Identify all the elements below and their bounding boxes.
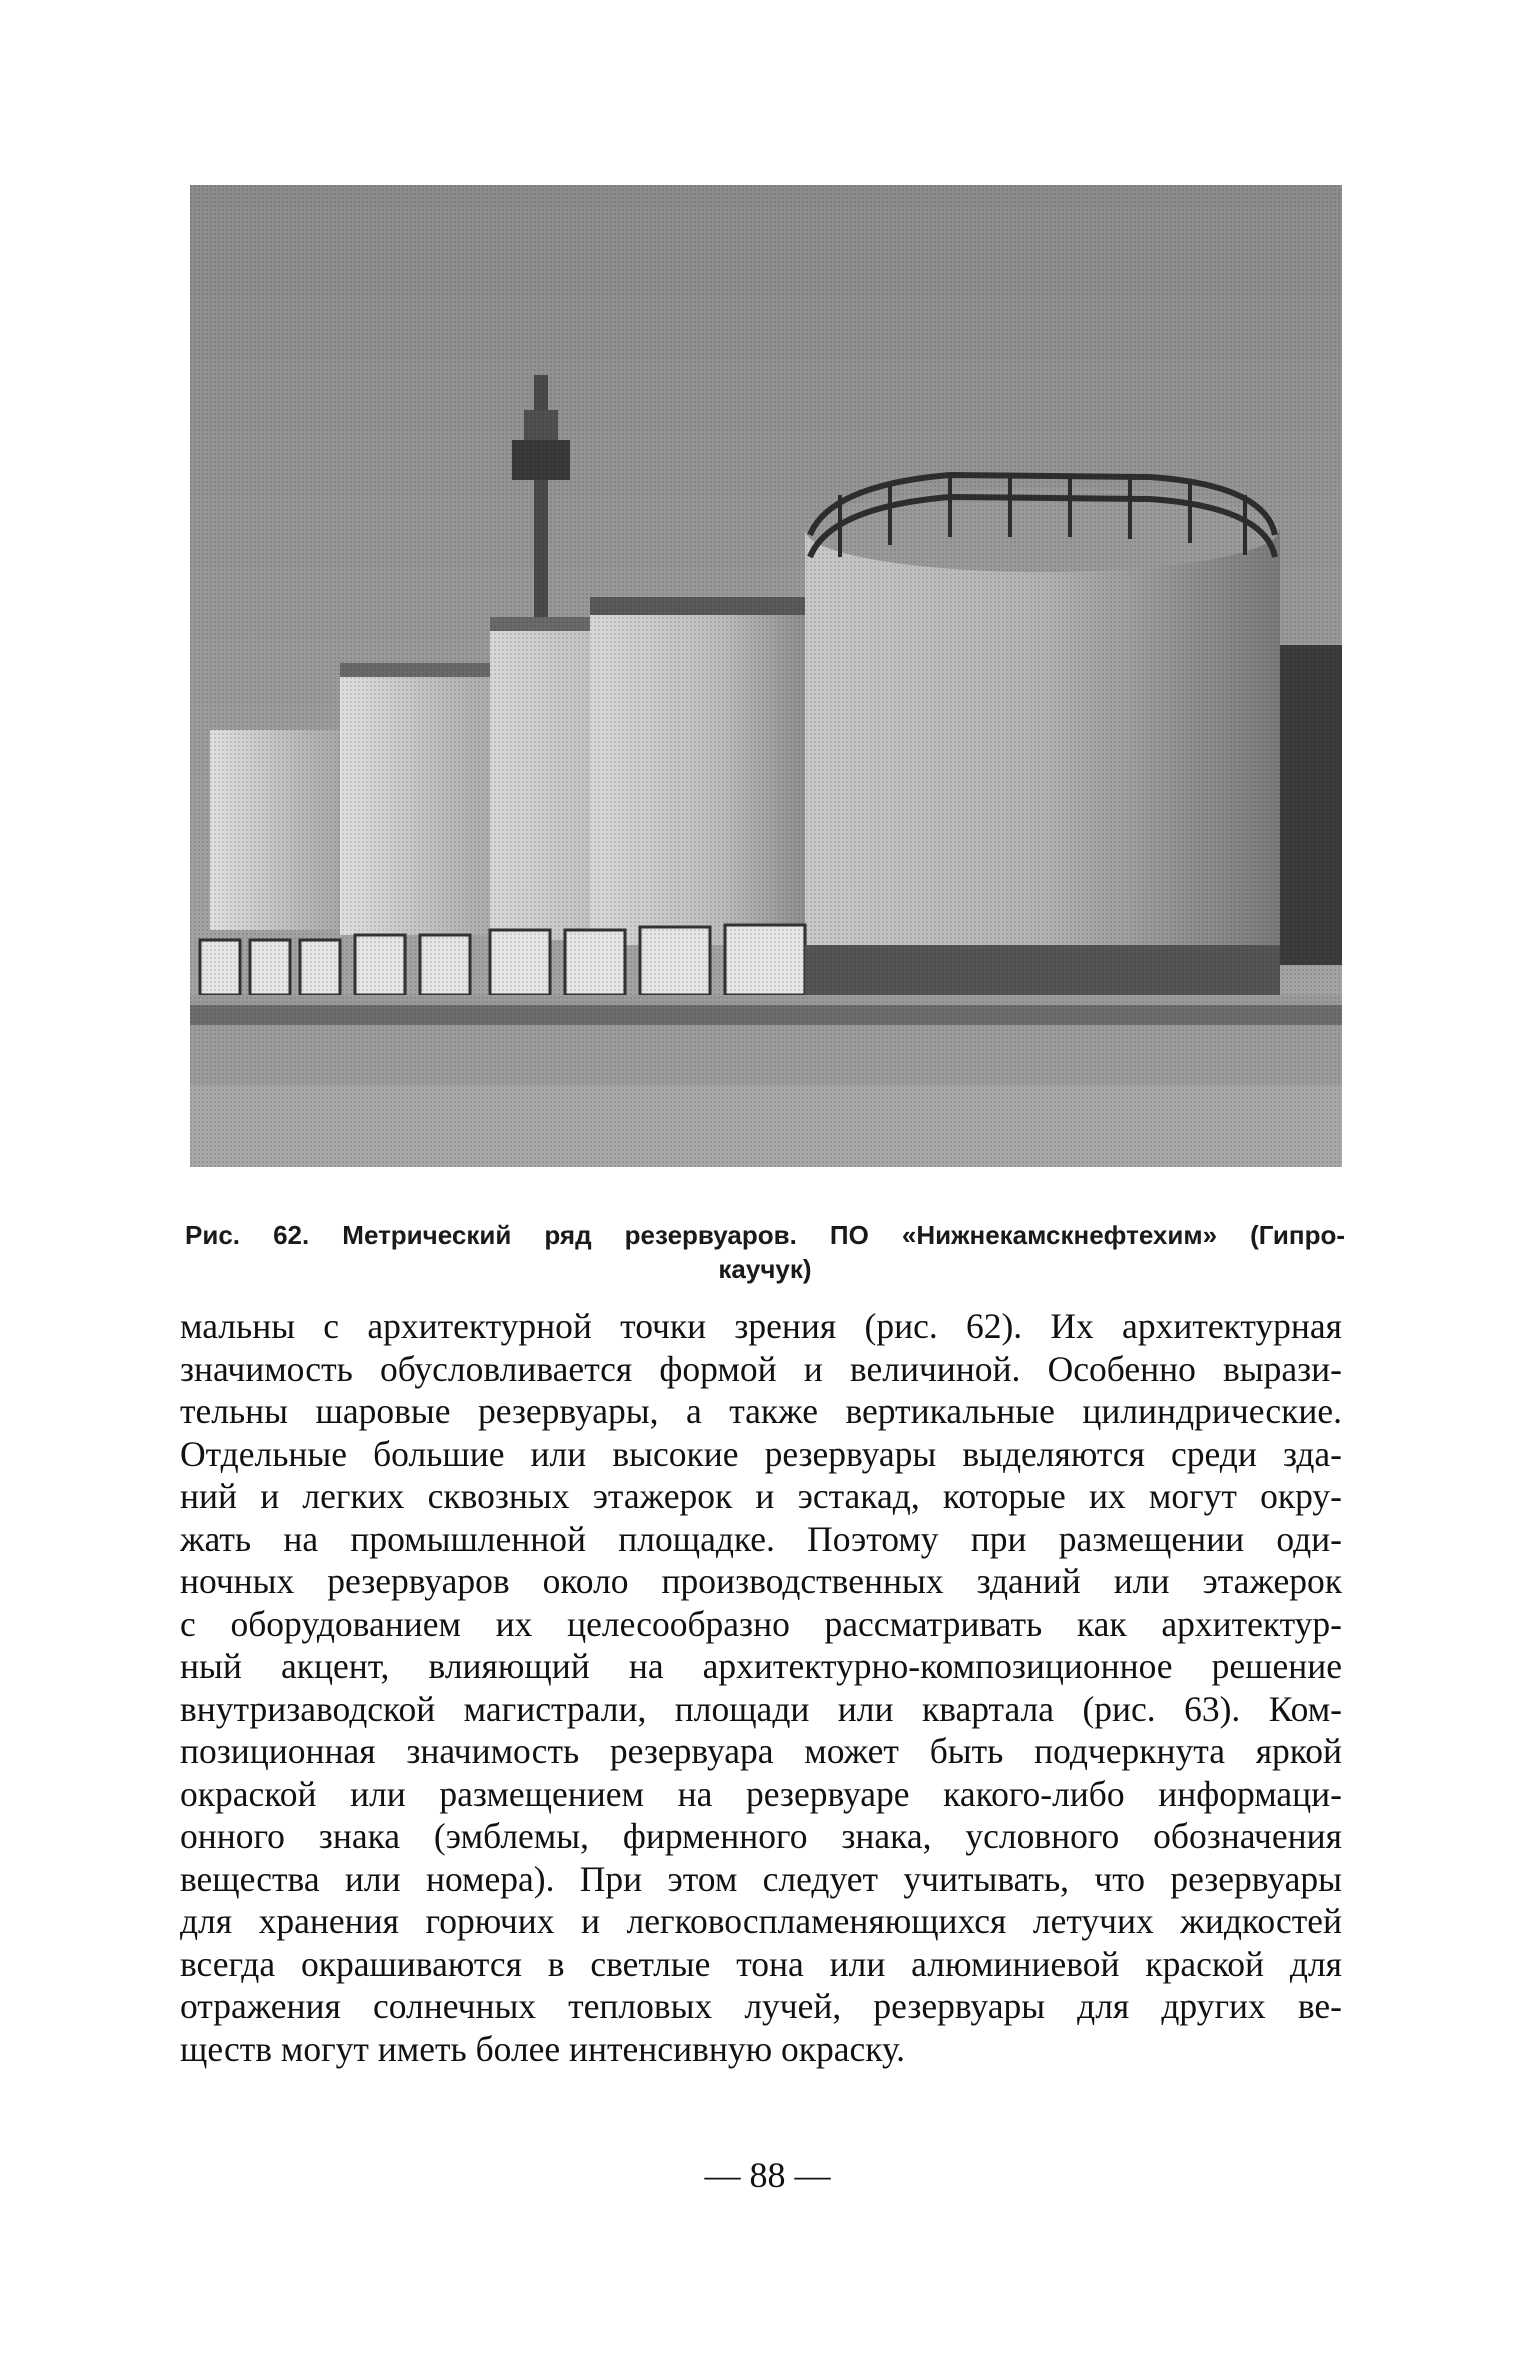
text-line: ний и легких сквозных этажерок и эстакад, которые их могут окру-	[180, 1476, 1342, 1516]
page-number: — 88 —	[704, 2155, 831, 2195]
text-line: всегда окрашиваются в светлые тона или алюминиевой краской для	[180, 1943, 1342, 1984]
text-line: внутризаводской магистрали, площади или квартала (рис. 63). Ком-	[180, 1688, 1342, 1729]
storage-tanks-image	[190, 185, 1342, 1167]
text-line: ный акцент, влияющий на архитектурно-композиционное решение	[180, 1646, 1342, 1686]
text-line: мальны с архитектурной точки зрения (рис. 62). Их архитектурная	[180, 1306, 1342, 1346]
text-line: для хранения горючих и легковоспламеняющихся летучих жидкостей	[180, 1901, 1342, 1941]
text-line: тельны шаровые резервуары, а также вертикальные цилиндрические.	[180, 1391, 1342, 1431]
storage-tanks-photo	[190, 185, 1342, 1167]
text-line: Отдельные большие или высокие резервуары выделяются среди зда-	[180, 1433, 1342, 1474]
text-line: позиционная значимость резервуара может быть подчеркнута яркой	[180, 1731, 1342, 1771]
text-line: отражения солнечных тепловых лучей, резервуары для других ве-	[180, 1986, 1342, 2026]
text-line: значимость обусловливается формой и величиной. Особенно вырази-	[180, 1348, 1342, 1389]
text-line: ночных резервуаров около производственных зданий или этажерок	[180, 1561, 1342, 1601]
body-paragraph	[180, 1305, 1342, 2070]
text-line: с оборудованием их целесообразно рассматривать как архитектур-	[180, 1603, 1342, 1644]
text-line: окраской или размещением на резервуаре какого-либо информаци-	[180, 1773, 1342, 1814]
caption-line: каучук)	[718, 1254, 812, 1284]
caption-line: Рис. 62. Метрический ряд резервуаров. ПО «Нижнекамскнефтехим» (Гипро-	[185, 1220, 1345, 1250]
text-line: онного знака (эмблемы, фирменного знака, условного обозначения	[180, 1816, 1342, 1856]
text-line: ществ могут иметь более интенсивную окраску.	[180, 2028, 906, 2069]
text-line: вещества или номера). При этом следует учитывать, что резервуары	[180, 1858, 1342, 1899]
text-line: жать на промышленной площадке. Поэтому при размещении оди-	[180, 1518, 1342, 1559]
figure-caption	[185, 1218, 1345, 1286]
